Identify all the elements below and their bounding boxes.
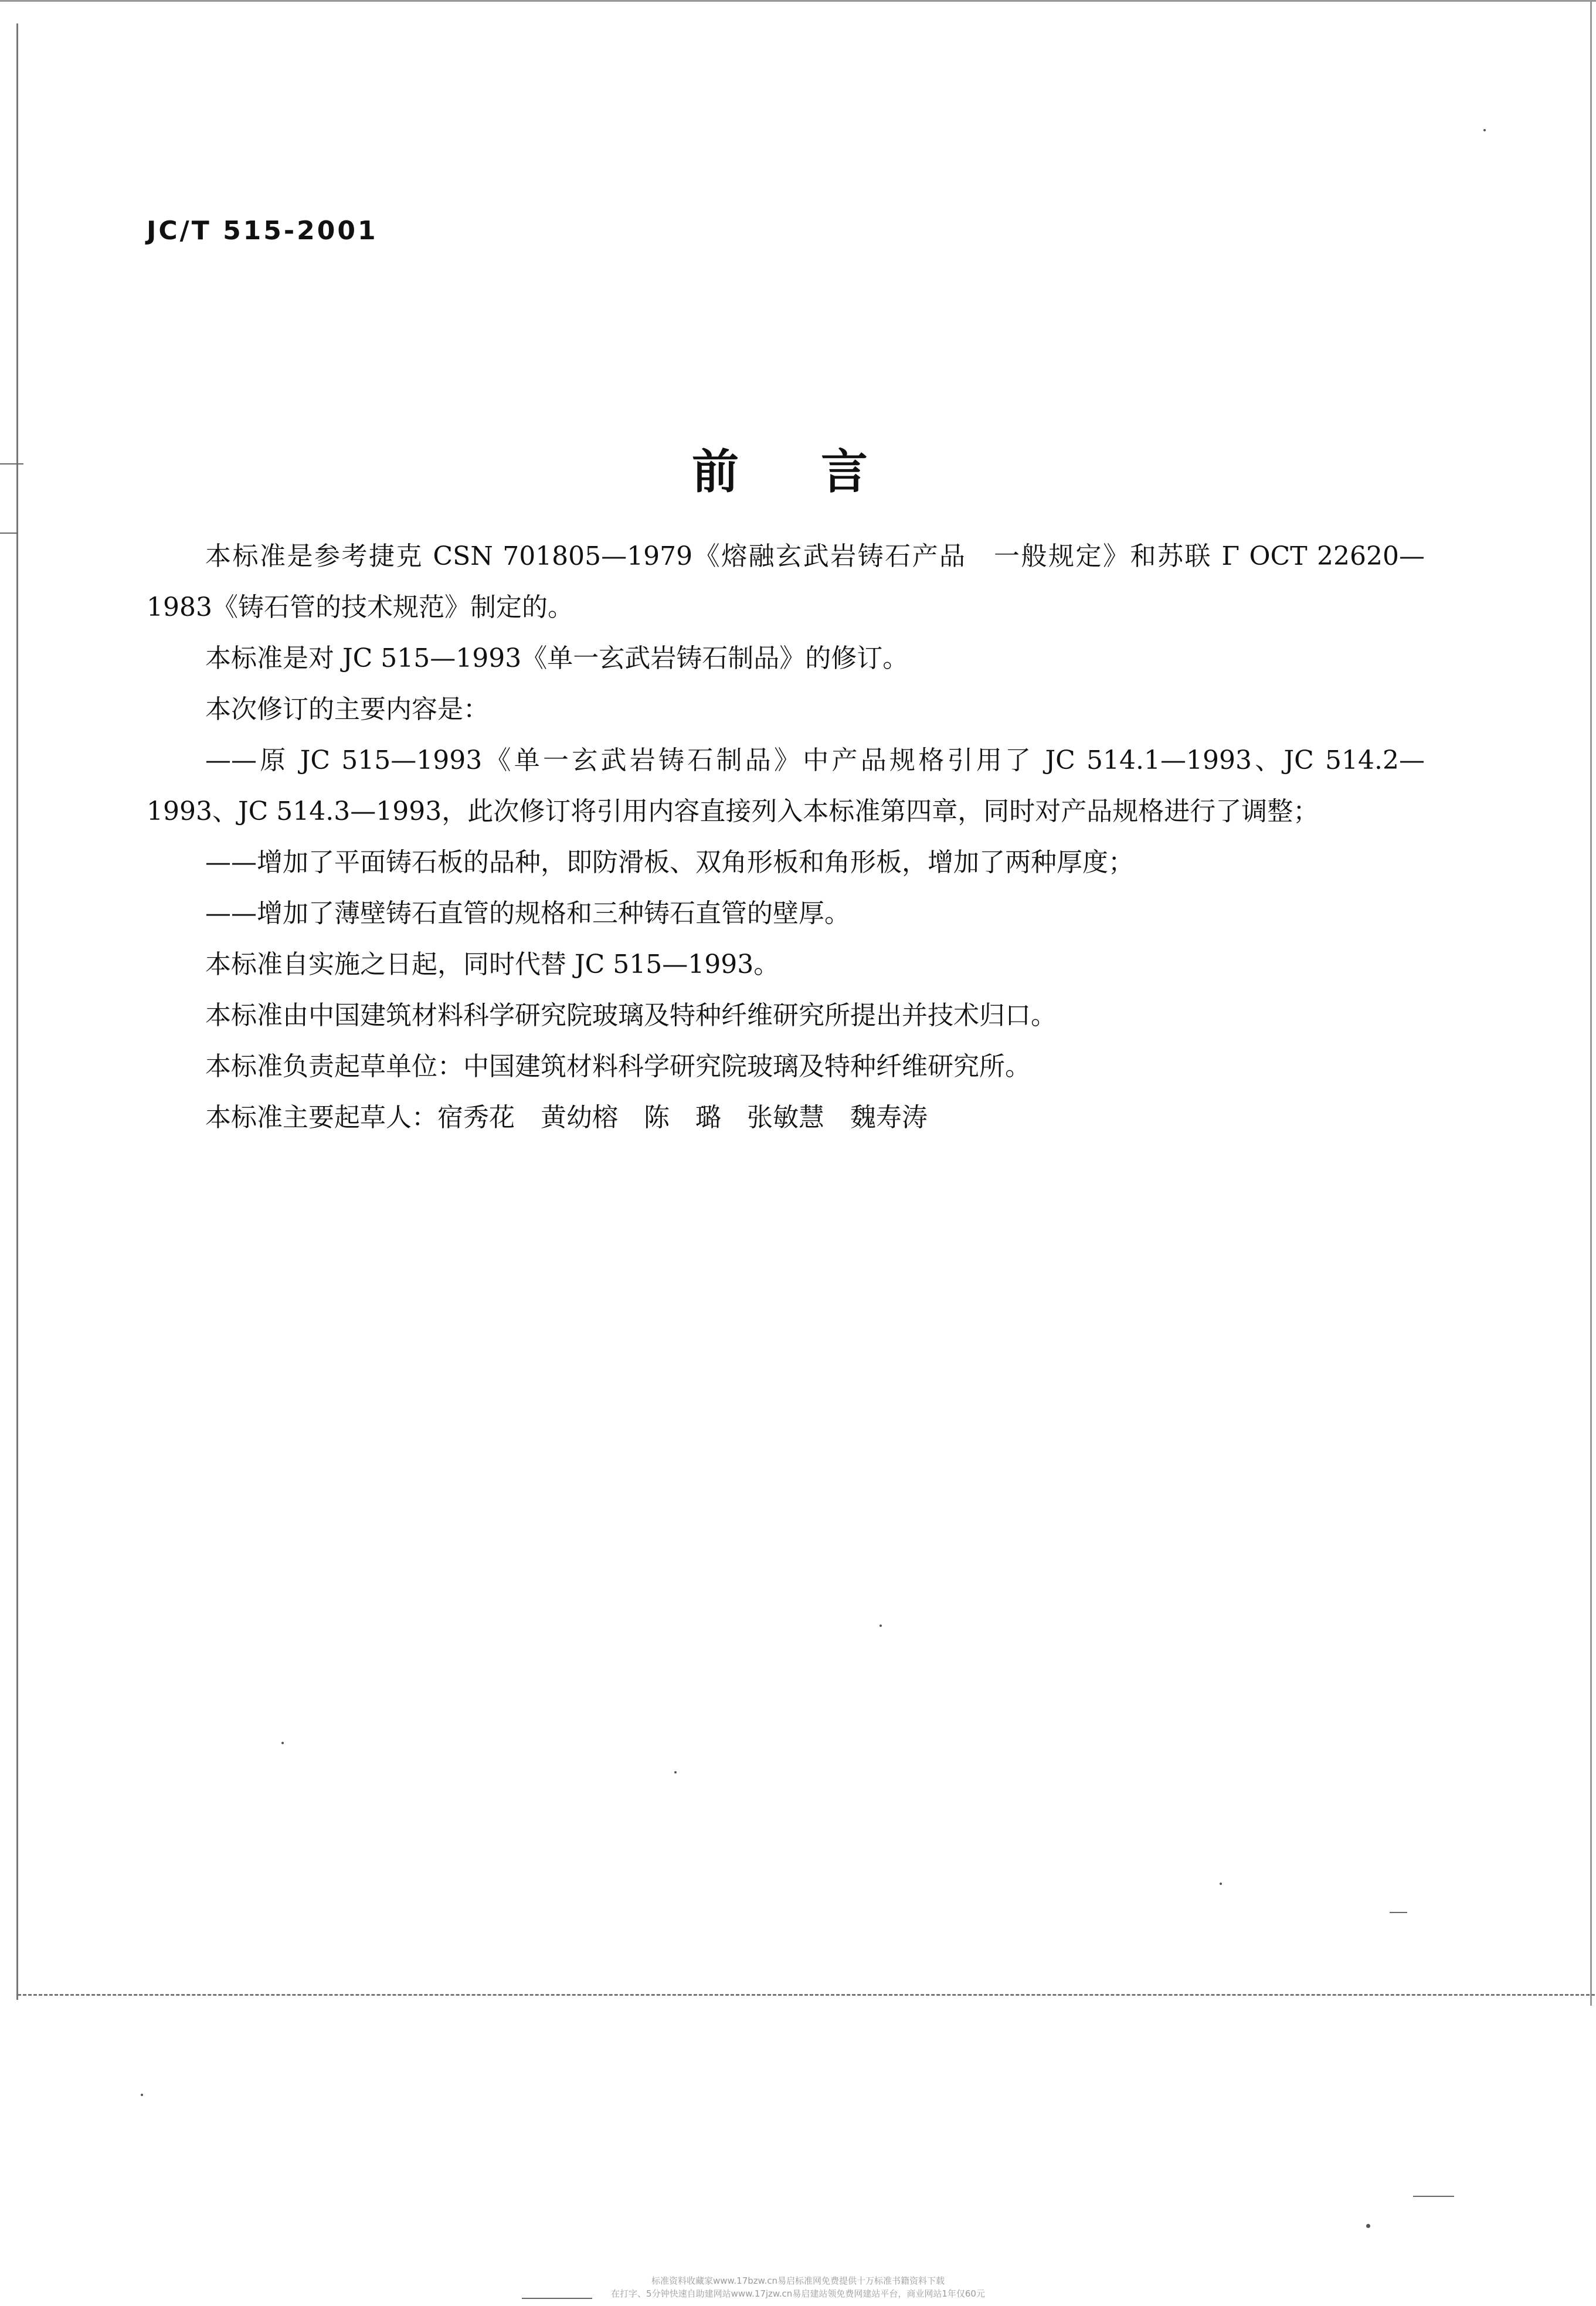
scan-speck xyxy=(880,1625,882,1627)
paragraph: 本标准是参考捷克 CSN 701805—1979《熔融玄武岩铸石产品 一般规定》和苏联 Γ OCT 22620—1983《铸石管的技术规范》制定的。 xyxy=(147,541,1425,622)
footer-watermark-line: 在打字、5分钟快速自助建网站www.17jzw.cn易启建站领免费网建站平台，商业网站1年仅60元 xyxy=(611,2288,985,2299)
paragraph: 本标准由中国建筑材料科学研究院玻璃及特种纤维研究所提出并技术归口。 xyxy=(205,1001,1057,1030)
paragraph: ——原 JC 515—1993《单一玄武岩铸石制品》中产品规格引用了 JC 514.1—1993、JC 514.2—1993、JC 514.3—1993，此次修订将引用内容直接列入本标准第四章，同时对产品规格进行了调整； xyxy=(147,745,1425,826)
scan-speck xyxy=(1483,129,1486,131)
standard-code-header: JC/T 515-2001 xyxy=(147,216,378,246)
margin-tick-mark xyxy=(1413,2196,1454,2197)
scan-speck xyxy=(1220,1883,1222,1885)
margin-tick-mark xyxy=(1390,1912,1407,1913)
paragraph: 本标准负责起草单位：中国建筑材料科学研究院玻璃及特种纤维研究所。 xyxy=(205,1052,1031,1081)
paragraph: ——增加了平面铸石板的品种，即防滑板、双角形板和角形板，增加了两种厚度； xyxy=(205,847,1134,877)
paragraph: 本标准是对 JC 515—1993《单一玄武岩铸石制品》的修订。 xyxy=(205,643,909,673)
page-title: 前言 xyxy=(692,444,950,499)
paragraph: 本次修订的主要内容是： xyxy=(205,694,489,724)
scan-frame-top-edge xyxy=(0,0,1596,2)
margin-tick-mark xyxy=(0,463,23,464)
scan-speck xyxy=(674,1771,677,1773)
paragraph: ——增加了薄壁铸石直管的规格和三种铸石直管的壁厚。 xyxy=(205,898,850,928)
scan-speck xyxy=(281,1742,284,1744)
scan-speck xyxy=(141,2094,143,2096)
margin-tick-mark xyxy=(0,533,18,534)
paragraph: 本标准主要起草人：宿秀花 黄幼榕 陈 璐 张敏慧 魏寿涛 xyxy=(205,1103,928,1132)
footer-watermark-line: 标准资料收藏家www.17bzw.cn易启标准网免费提供十万标准书籍资料下载 xyxy=(651,2276,945,2286)
paragraph: 本标准自实施之日起，同时代替 JC 515—1993。 xyxy=(205,949,780,979)
scan-frame-left-edge xyxy=(16,23,18,2000)
scan-frame-right-edge xyxy=(1590,0,1592,2006)
page-cut-line xyxy=(18,1994,1595,1996)
foreword-body xyxy=(147,531,1425,1143)
scan-speck xyxy=(1366,2224,1370,2228)
